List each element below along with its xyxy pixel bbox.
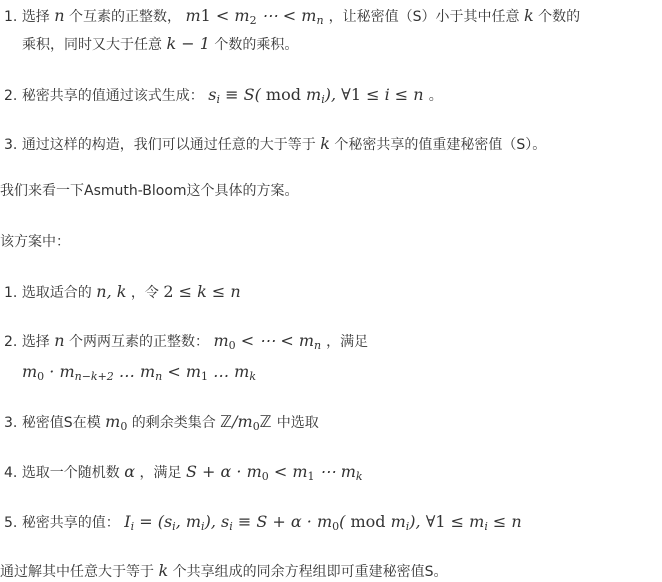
math-alpha: α [124,462,136,481]
math-alpha-condition: S + α · m0 < m1 ⋯ $m_k$ [185,462,363,483]
item-text: 选择 [21,9,50,25]
item-text: 通过这样的构造，我们可以通过任意的大于等于 [21,137,316,153]
item-number: 3. [4,137,18,153]
item-number: 4. [4,465,18,481]
intro-paragraph: 我们来看一下Asmuth-Bloom这个具体的方案。 [0,183,299,199]
item-text: 秘密共享的值： [21,515,120,531]
math-n: n [54,6,65,25]
item-text: 通过解其中任意大于等于 [0,564,154,580]
item-text: ，让秘密值（S）小于其中任意 [328,9,520,25]
item-number: 1. [4,9,18,25]
item-text: 个两两互素的正整数： [69,334,210,350]
item-text: ，满足 [326,334,369,350]
item-text: 选取适合的 [21,285,92,301]
math-n-k: n, k [96,282,127,301]
math-range: 2 ≤ k ≤ n [163,282,241,301]
item-text: 的剩余类集合 [131,415,216,431]
math-product-condition: $m0 \cdot m_{n-k+2}$ … $m_n < m1$ … $m_k$ [22,362,256,383]
math-modulus-chain: m0 < ⋯ < $m_n$ [213,331,322,352]
math-n: n [54,331,65,350]
item-text: 乘积，同时又大于任意 [22,37,162,53]
math-inequality-chain: m1 < m2 ⋯ < $m_n$ [185,6,324,27]
item-text: 秘密值S在模 [21,415,101,431]
item-text: 选择 [21,334,50,350]
item-text: 个互素的正整数， [69,9,182,25]
step-4 [4,462,363,487]
item-1-line-2 [22,34,298,55]
step-2-line-1 [4,331,368,356]
step-1 [4,282,241,303]
math-residue-set: ℤ/m0ℤ [220,412,272,433]
item-text: 个共享组成的同余方程组即可重建秘密值S。 [172,564,448,580]
math-congruence: $s_i \equiv S$( mod $m_i$), ∀1 ≤ i ≤ n [208,85,424,106]
item-text: 个秘密共享的值重建秘密值（S）。 [334,137,547,153]
item-number: 3. [4,415,18,431]
item-text: 。 [428,88,443,104]
item-3 [4,134,546,155]
item-number: 2. [4,334,18,350]
math-m0: m0 [105,412,128,433]
item-text: ，令 [130,285,159,301]
item-text: 选取一个随机数 [21,465,120,481]
step-5 [4,512,522,537]
final-paragraph [0,561,448,582]
item-2 [4,85,443,110]
item-text: 个数的乘积。 [214,37,299,53]
scheme-paragraph: 该方案中： [0,234,70,250]
step-3 [4,412,319,437]
item-number: 2. [4,88,18,104]
math-k: k [320,134,330,153]
math-k: k [523,6,534,25]
item-number: 1. [4,285,18,301]
item-text: 秘密共享的值通过该式生成： [21,88,204,104]
step-2-line-2 [22,362,256,387]
item-1-line-1 [4,6,580,31]
math-k: k [158,561,169,580]
math-k-minus-1: k − 1 [166,34,210,53]
math-share-definition: $I_i = (s_i$, $m_i$), $s_i \equiv S + \alpha \cdot m0$( mod $m_i$), ∀1 ≤ $m_i \le n$ [124,512,522,533]
item-text: 个数的 [538,9,581,25]
item-text: 中选取 [276,415,319,431]
item-text: ，满足 [139,465,182,481]
item-number: 5. [4,515,18,531]
